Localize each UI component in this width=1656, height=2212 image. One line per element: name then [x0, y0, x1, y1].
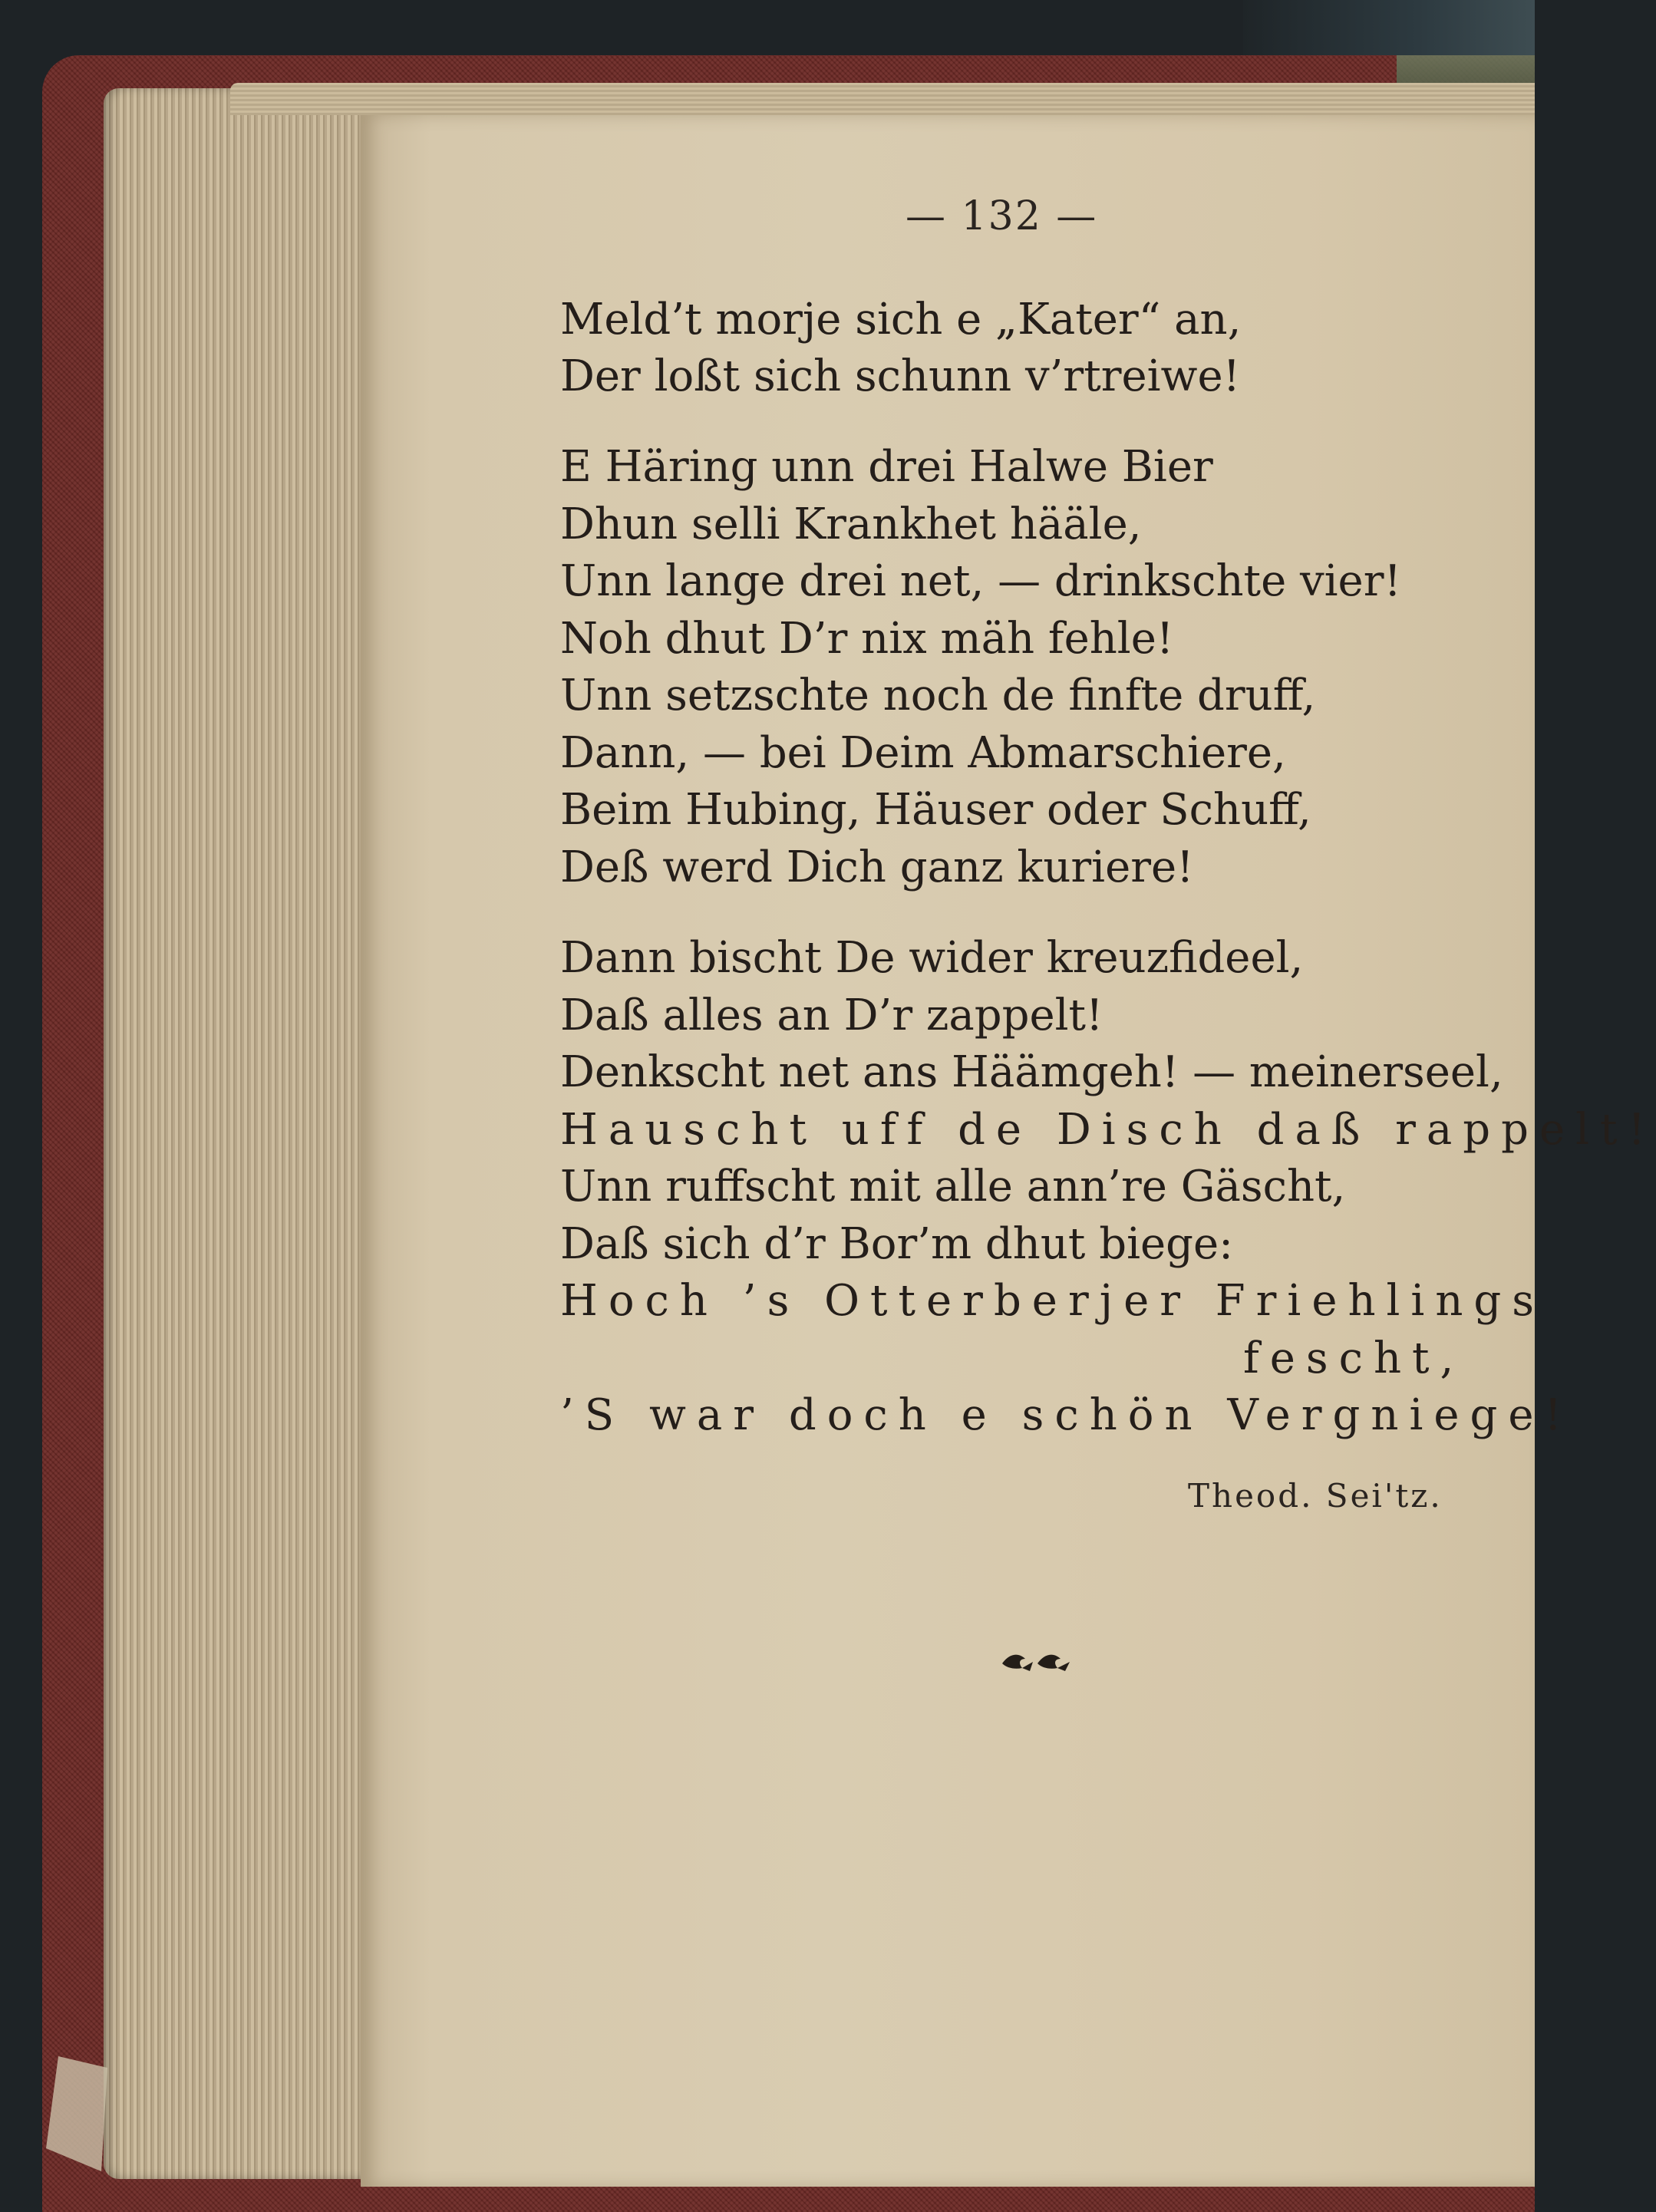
poem-line: Daß sich d’r Bor’m dhut biege: — [560, 1218, 1233, 1269]
poem-line: Deß werd Dich ganz kuriere! — [560, 842, 1194, 892]
poem-body — [560, 292, 1656, 1479]
poem-line: Der loßt sich schunn v’rtreiwe! — [560, 351, 1241, 401]
poem-line: Hauscht uff de Disch daß rappelt! — [560, 1104, 1656, 1155]
poem-line: Meld’t morje sich e „Kater“ an, — [560, 295, 1242, 344]
poem-line: Dann bischt De wider kreuzfideel, — [560, 933, 1304, 983]
stanza-3 — [560, 930, 1656, 1445]
poem-line: Noh dhut D’r nix mäh fehle! — [560, 613, 1174, 664]
poem-line: Unn lange drei net, — drinkschte vier! — [560, 556, 1401, 606]
stanza-1 — [560, 292, 1656, 405]
page-block-top-edges — [230, 83, 1535, 115]
poem-line: Denkscht net ans Häämgeh! — meinerseel, — [560, 1047, 1503, 1097]
stanza-2 — [560, 439, 1656, 896]
poem-line: Unn setzschte noch de finfte druff, — [560, 671, 1316, 720]
poem-line: E Häring unn drei Halwe Bier — [560, 442, 1213, 492]
poem-line: Hoch ’s Otterberjer Friehlings — [560, 1276, 1545, 1326]
poem-line-continuation: fescht, — [1243, 1333, 1465, 1383]
page-number: — 132 — — [906, 193, 1098, 239]
page-block-edges — [104, 88, 365, 2179]
poem-line: Unn ruffscht mit alle ann’re Gäscht, — [560, 1162, 1346, 1211]
poem-line: ’S war doch e schön Vergniege! — [560, 1390, 1573, 1440]
poem-line: Beim Hubing, Häuser oder Schuff, — [560, 785, 1311, 835]
author-signature: Theod. Sei'tz. — [1188, 1477, 1443, 1515]
poem-line: Dann, — bei Deim Abmarschiere, — [560, 727, 1286, 778]
poem-line: Dhun selli Krankhet hääle, — [560, 499, 1142, 549]
fleuron-ornament-icon — [999, 1648, 1073, 1676]
poem-line: Daß alles an D’r zappelt! — [560, 990, 1103, 1040]
